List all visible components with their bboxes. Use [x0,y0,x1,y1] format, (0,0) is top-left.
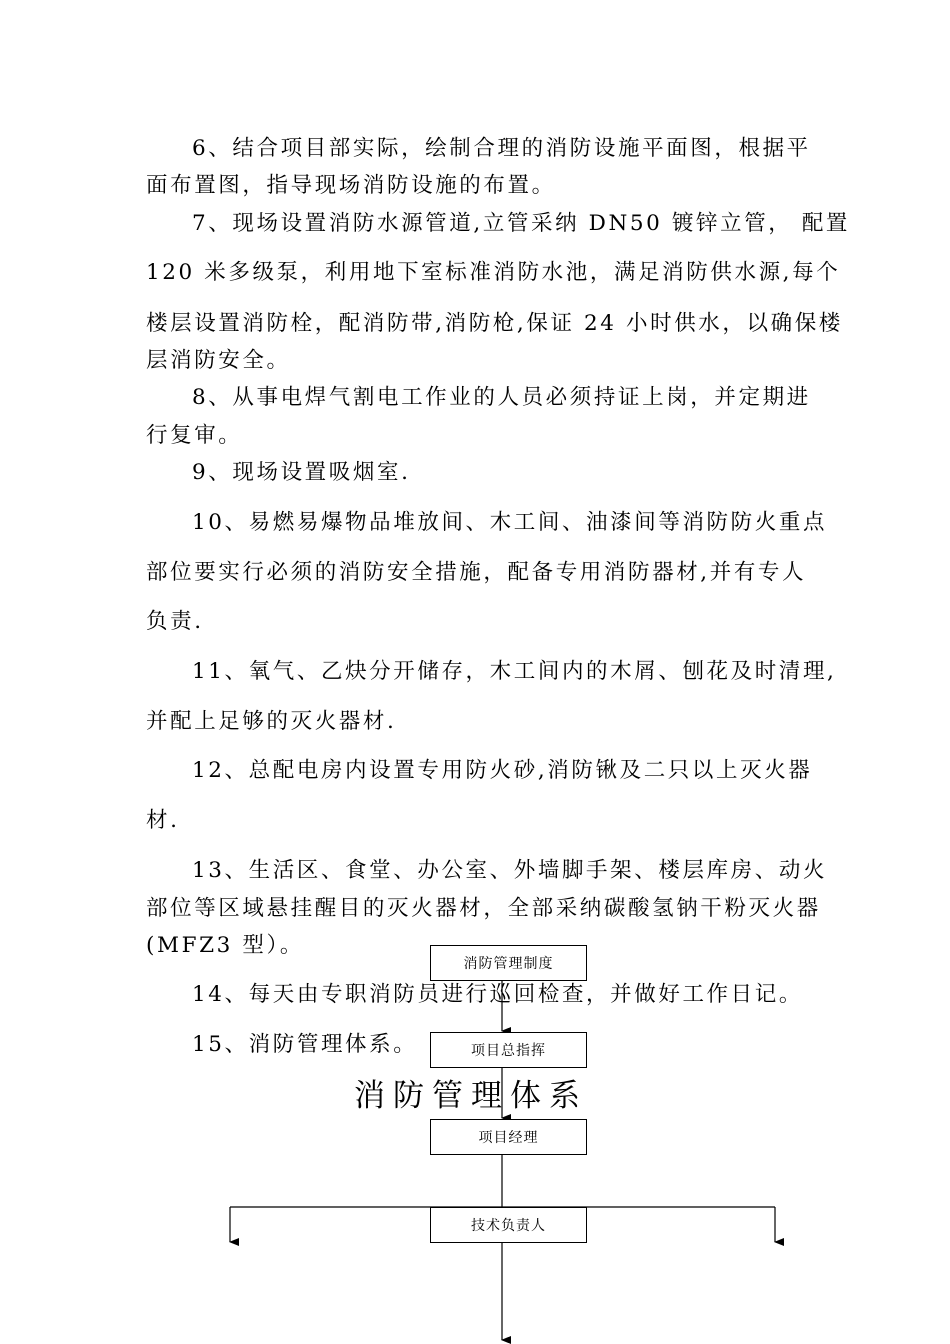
paragraph-line: 8、从事电焊气割电工作业的人员必须持证上岗，并定期进 [192,385,811,410]
paragraph-line: 行复审。 [146,423,243,448]
paragraph-line: 负责. [146,609,204,634]
paragraph-line: 13、生活区、食堂、办公室、外墙脚手架、楼层库房、动火 [192,858,828,883]
paragraph-line: 部位等区域悬挂醒目的灭火器材，全部采纳碳酸氢钠干粉灭火器 [146,896,821,921]
org-box-project-manager: 项目经理 [430,1119,587,1155]
paragraph-line: 14、每天由专职消防员进行巡回检查，并做好工作日记。 [192,982,803,1007]
paragraph-line: 部位要实行必须的消防安全措施，配备专用消防器材,并有专人 [146,560,807,585]
paragraph-line: 10、易燃易爆物品堆放间、木工间、油漆间等消防防火重点 [192,510,828,535]
paragraph-line: 并配上足够的灭火器材. [146,709,397,734]
paragraph-line: 7、现场设置消防水源管道,立管采纳 DN50 镀锌立管， 配置 [192,211,851,236]
paragraph-line: 6、结合项目部实际，绘制合理的消防设施平面图，根据平 [192,136,811,161]
paragraph-line: (MFZ3 型）。 [146,933,304,958]
paragraph-line: 11、氧气、乙炔分开储存，木工间内的木屑、刨花及时清理, [192,659,837,684]
paragraph-line: 15、消防管理体系。 [192,1032,418,1057]
paragraph-line: 材. [146,808,180,833]
paragraph-line: 12、总配电房内设置专用防火砂,消防锹及二只以上灭火器 [192,758,813,783]
org-box-technical-lead: 技术负责人 [430,1207,587,1243]
paragraph-line: 120 米多级泵，利用地下室标准消防水池，满足消防供水源,每个 [146,260,841,285]
paragraph-line: 楼层设置消防栓，配消防带,消防枪,保证 24 小时供水，以确保楼 [146,311,843,336]
paragraph-line: 层消防安全。 [146,348,291,373]
chart-title: 消防管理体系 [354,1078,588,1114]
org-box-project-commander: 项目总指挥 [430,1032,587,1068]
org-box-fire-management-system: 消防管理制度 [430,945,587,981]
paragraph-line: 9、现场设置吸烟室. [192,460,411,485]
paragraph-line: 面布置图，指导现场消防设施的布置。 [146,173,556,198]
